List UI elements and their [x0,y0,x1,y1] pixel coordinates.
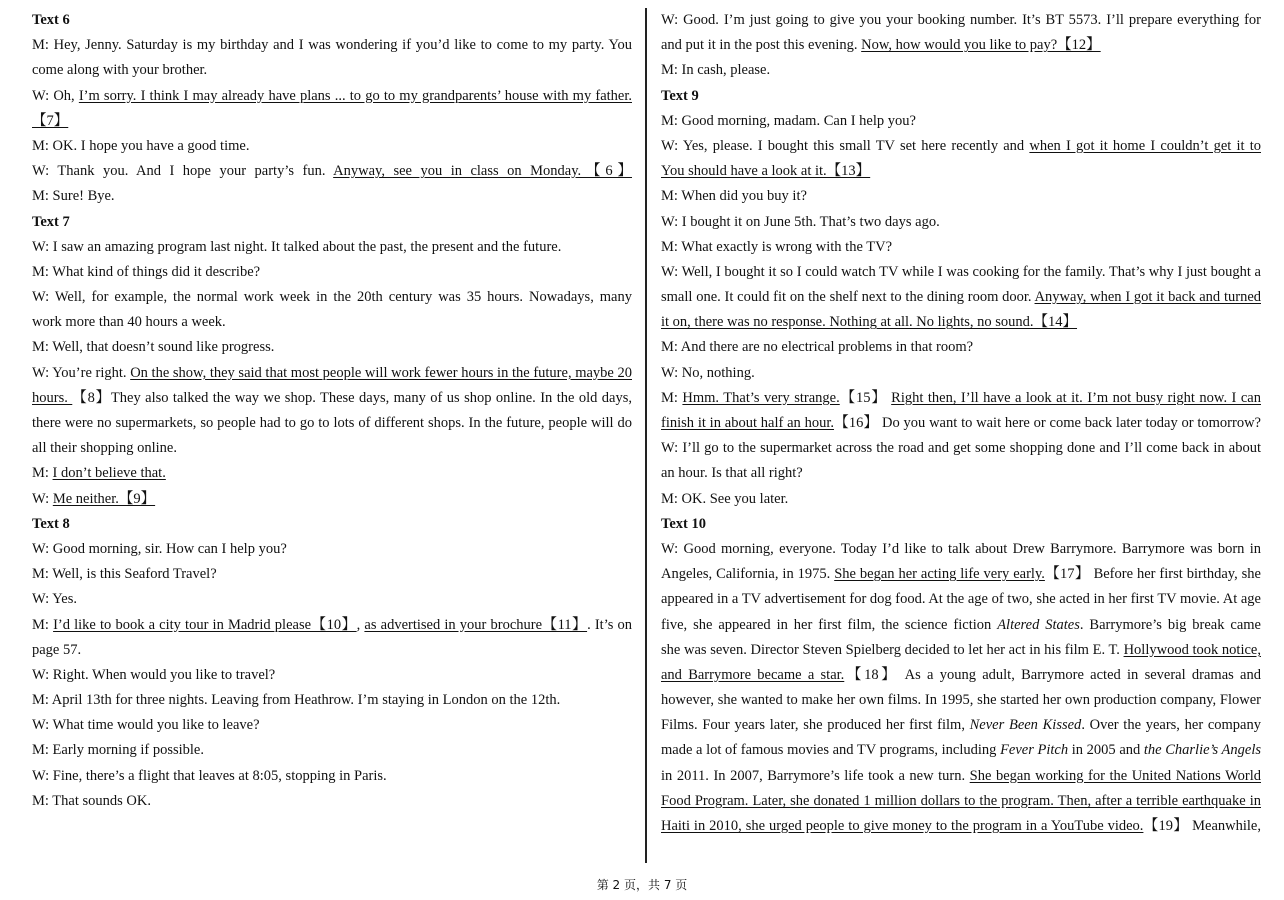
text-line [661,184,1261,209]
text-segment: M: Well, is this Seaford Travel? [32,566,217,583]
underlined-answer-text: hours. [32,389,73,406]
text-segment: M: April 13th for three nights. Leaving from Heathrow. I’m staying in London on the 12th. [32,692,561,709]
text-segment: W: No, nothing. [661,364,755,381]
text-segment: M: Well, that doesn’t sound like progress. [32,339,275,356]
text-segment: W: Good. I’m just going to give you your booking number. It’s BT 5573. I’ll prepare everything for [661,12,1261,28]
text-segment: W: I’ll go to the supermarket across the road and get some shopping done and I’ll come back in about [661,440,1261,457]
text-line [32,386,632,411]
text-line [32,310,632,335]
text-segment: W: You’re right. [32,364,131,381]
text-line [661,386,1261,411]
text-segment: M: OK. I hope you have a good time. [32,137,250,154]
text-segment: M: In cash, please. [661,62,771,79]
text-line [661,134,1261,159]
section-heading [32,512,632,537]
text-line [32,461,632,486]
text-segment: made a lot of famous movies and TV programs, including [661,742,1001,759]
text-line [32,764,632,789]
underlined-answer-text: Right then, I’ll have a look at it. I’m not busy right now. I can [891,389,1261,406]
text-line [661,33,1261,58]
text-line [32,84,632,109]
text-segment: 【8】They also talked the way we shop. These days, many of us shop online. In the old days, [72,389,632,406]
text-line [661,260,1261,285]
text-segment: page 57. [32,641,82,658]
text-segment: W: Yes, please. I bought this small TV set here recently and [661,137,1030,154]
italic-title-text: Fever Pitch [1000,742,1069,759]
text-segment: Text 8 [32,515,70,532]
text-line [32,109,632,134]
text-segment: 【18】 As a young adult, Barrymore acted in several dramas and [844,666,1261,683]
text-segment: 【19】 Meanwhile, [1143,818,1261,834]
section-heading [32,8,632,33]
text-line [32,285,632,310]
text-segment: W: Oh, [32,87,79,104]
text-segment: W: I bought it on June 5th. That’s two days ago. [661,213,940,230]
text-segment: work more than 40 hours a week. [32,314,226,331]
text-line [661,638,1261,663]
text-segment: M: OK. See you later. [661,490,789,507]
section-heading [32,210,632,235]
underlined-answer-text: Me neither.【9】 [52,490,156,507]
text-segment: W: Well, for example, the normal work week in the 20th century was 35 hours. Nowadays, many [32,289,632,306]
text-line [32,260,632,285]
underlined-answer-text: 【7】 [32,112,69,129]
page-footer: 第 2 页，共 7 页 [596,878,688,892]
text-segment: five, she appeared in her first film, the science fiction [661,616,998,633]
text-segment: M: And there are no electrical problems in that room? [661,339,974,356]
text-line [661,713,1261,738]
text-segment: W: Good morning, sir. How can I help you? [32,540,287,557]
text-segment: Text 10 [661,515,706,532]
text-line [32,134,632,159]
underlined-answer-text: finish it in about half an hour. [661,415,835,431]
text-line [661,487,1261,512]
text-segment: appeared in a TV advertisement for dog food. At the age of two, she acted in her first TV movie. At age [661,591,1261,608]
text-segment: she was seven. Director Steven Spielberg decided to let her act in his film E. T. [661,641,1124,658]
underlined-answer-text: as advertised in your brochure【11】 [364,616,588,633]
text-segment: W: Good morning, everyone. Today I’d like to talk about Drew Barrymore. Barrymore was born in [661,540,1261,557]
text-segment: M: When did you buy it? [661,188,807,205]
text-segment: Angeles, California, in 1975. [661,566,835,583]
underlined-answer-text: Haiti in 2010, she urged people to give money to the program in a YouTube video. [661,818,1144,834]
underlined-answer-text: You should have a look at it.【13】 [661,163,871,180]
text-line [32,688,632,713]
text-line [32,738,632,763]
text-segment: come along with your brother. [32,62,208,79]
text-line [32,33,632,58]
text-line [661,587,1261,612]
right-column [661,8,1261,839]
underlined-answer-text: Anyway, see you in class on Monday.【6】 [333,163,632,180]
text-segment: . It’s on [587,616,632,633]
text-line [661,738,1261,763]
text-line [661,109,1261,134]
text-segment: W: Right. When would you like to travel? [32,666,276,683]
text-segment: M: [661,389,683,406]
text-segment: in 2005 and [1068,742,1144,759]
text-line [32,159,632,184]
text-segment: Text 9 [661,87,699,104]
text-segment: W: Thank you. And I hope your party’s fun. [32,163,334,180]
underlined-answer-text: She began her acting life very early. [834,566,1045,583]
text-segment: 【15】 [839,389,892,406]
text-line [661,562,1261,587]
text-line [32,184,632,209]
text-line [32,537,632,562]
text-segment: and put it in the post this evening. [661,37,862,54]
text-segment: Films. Four years later, she produced her first film, [661,717,970,734]
text-segment: . Barrymore’s big break came [1079,616,1261,633]
text-segment: W: Yes. [32,591,77,608]
text-segment: in 2011. In 2007, Barrymore’s life took a new turn. [661,767,970,784]
text-line [32,638,632,663]
text-segment: M: Early morning if possible. [32,742,204,759]
text-line [661,411,1261,436]
text-line [32,562,632,587]
text-segment: W: What time would you like to leave? [32,717,260,734]
text-segment: M: [32,616,54,633]
underlined-answer-text: I don’t believe that. [52,465,166,482]
text-segment: M: What exactly is wrong with the TV? [661,238,893,255]
text-segment: 【17】 Before her first birthday, she [1044,566,1261,583]
underlined-answer-text: Now, how would you like to pay?【12】 [861,37,1101,54]
text-line [661,361,1261,386]
text-line [661,436,1261,461]
underlined-answer-text: it on, there was no response. Nothing at all. No lights, no sound.【14】 [661,314,1078,331]
text-segment: W: Fine, there’s a flight that leaves at 8:05, stopping in Paris. [32,767,387,784]
text-line [661,310,1261,335]
text-segment: all their shopping online. [32,440,177,457]
text-line [661,235,1261,260]
left-column [32,8,632,814]
text-line [661,688,1261,713]
column-divider [645,8,647,863]
text-line [661,764,1261,789]
text-segment: . Over the years, her company [1081,717,1261,734]
text-line [661,159,1261,184]
section-heading [661,84,1261,109]
text-line [661,789,1261,814]
underlined-answer-text: I’d like to book a city tour in Madrid please【10】 [53,616,357,633]
text-line [32,663,632,688]
underlined-answer-text: Hmm. That’s very strange. [682,389,840,406]
text-segment: however, she wanted to make her own films. In 1995, she started her own production company, Flower [661,692,1261,709]
text-line [32,436,632,461]
text-segment: W: Well, I bought it so I could watch TV while I was cooking for the family. That’s why I just bought a [661,263,1261,280]
text-line [32,361,632,386]
underlined-answer-text: and Barrymore became a star. [661,666,845,683]
text-line [661,461,1261,486]
section-heading [661,512,1261,537]
text-line [32,411,632,436]
italic-title-text: the Charlie’s Angels [1143,742,1261,759]
text-line [32,613,632,638]
text-line [32,487,632,512]
text-segment: Text 7 [32,213,70,230]
text-line [32,335,632,360]
text-segment: small one. It could fit on the shelf next to the dining room door. [661,289,1035,306]
text-line [661,613,1261,638]
text-line [661,814,1261,839]
text-line [661,663,1261,688]
text-line [661,285,1261,310]
text-segment: M: Good morning, madam. Can I help you? [661,112,916,129]
underlined-answer-text: On the show, they said that most people will work fewer hours in the future, maybe 20 [130,364,632,381]
text-segment: M: [32,465,53,482]
underlined-answer-text: Anyway, when I got it back and turned [1034,289,1261,306]
text-line [661,8,1261,33]
underlined-answer-text: She began working for the United Nations World [969,767,1261,784]
text-line [32,235,632,260]
text-line [661,58,1261,83]
text-line [661,335,1261,360]
underlined-answer-text: I’m sorry. I think I may already have plans ... to go to my grandparents’ house with my father. [78,87,632,104]
text-segment: there were no supermarkets, so people had to go to lots of different shops. In the future, people will do [32,415,632,431]
text-line [32,58,632,83]
text-segment: , [356,616,365,633]
underlined-answer-text: Food Program. Later, she donated 1 million dollars to the program. Then, after a terrible earthquake in [661,792,1261,809]
text-line [32,789,632,814]
underlined-answer-text: Hollywood took notice, [1123,641,1261,658]
text-line [661,210,1261,235]
text-segment: M: Sure! Bye. [32,188,115,205]
underlined-answer-text: when I got it home I couldn’t get it to [1029,137,1261,154]
text-line [661,537,1261,562]
italic-title-text: Never Been Kissed [969,717,1082,734]
text-segment: M: That sounds OK. [32,792,151,809]
text-segment: W: I saw an amazing program last night. It talked about the past, the present and the future. [32,238,562,255]
text-segment: W: [32,490,53,507]
text-segment: 【16】 Do you want to wait here or come back later today or tomorrow? [834,415,1261,431]
text-line [32,587,632,612]
text-segment: an hour. Is that all right? [661,465,803,482]
text-segment: M: What kind of things did it describe? [32,263,261,280]
text-segment: M: Hey, Jenny. Saturday is my birthday and I was wondering if you’d like to come to my party. You [32,37,632,54]
text-line [32,713,632,738]
text-segment: Text 6 [32,12,70,28]
italic-title-text: Altered States [997,616,1080,633]
